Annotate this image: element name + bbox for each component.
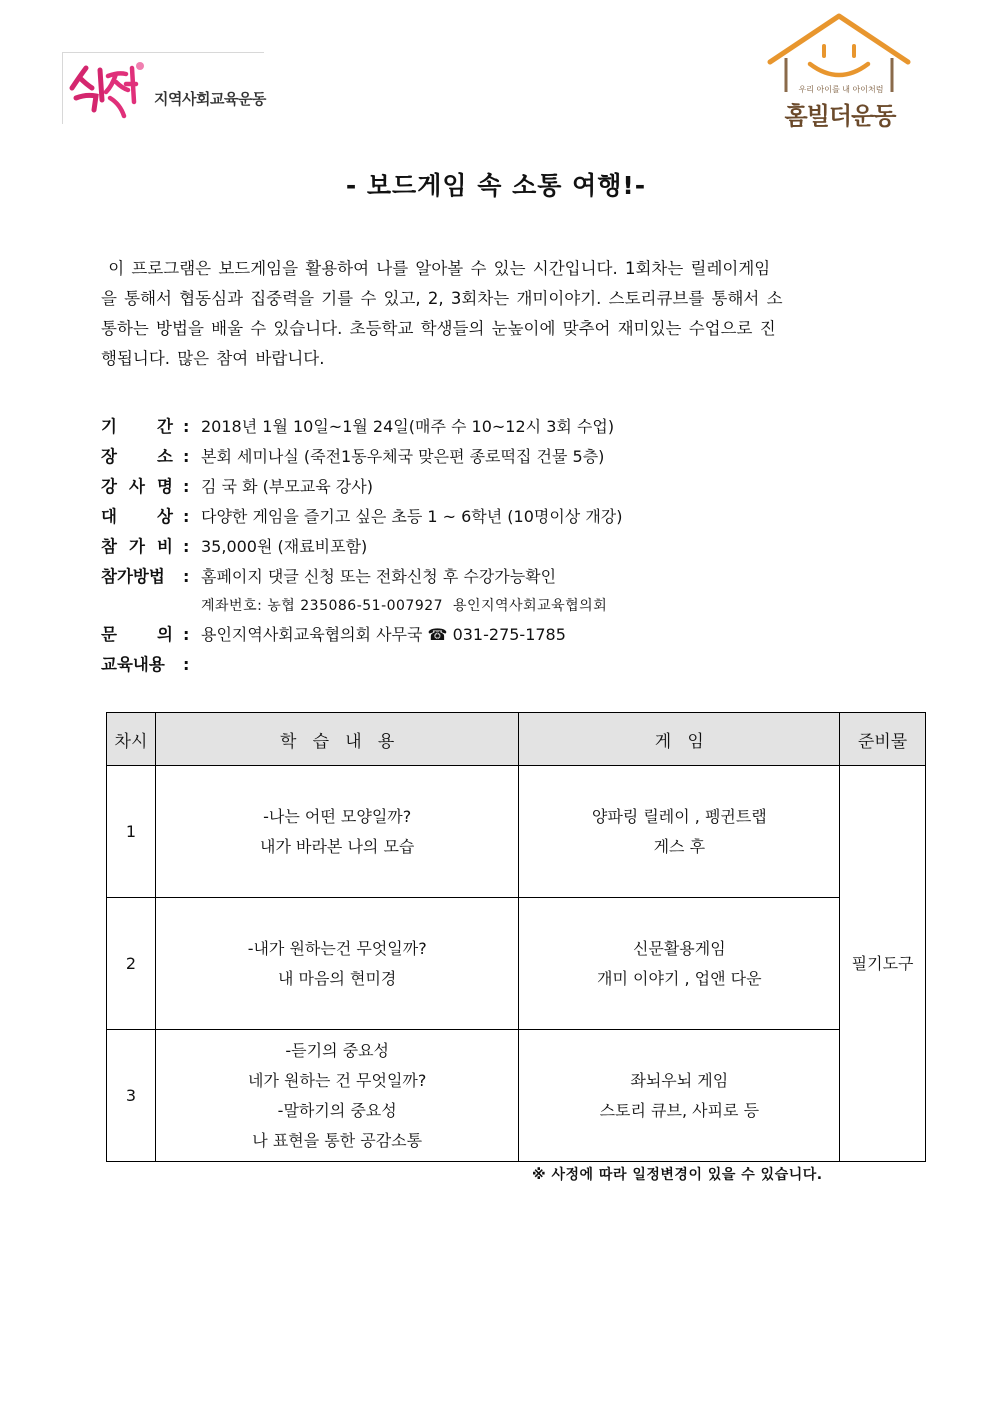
info-value: 다양한 게임을 즐기고 싶은 초등 1 ~ 6학년 (10명이상 개강) xyxy=(201,507,623,526)
intro-line: 을 통해서 협동심과 집중력을 기를 수 있고, 2, 3회차는 개미이야기. 스토리큐브를 통해서 소 xyxy=(101,289,783,308)
content-line: 내 마음의 현미경 xyxy=(278,968,397,988)
info-value: 용인지역사회교육협의회 사무국 ☎ 031-275-1785 xyxy=(201,625,566,644)
game-line: 양파링 릴레이 , 펭귄트랩 xyxy=(591,806,767,826)
program-info xyxy=(101,412,921,680)
intro-line: 통하는 방법을 배울 수 있습니다. 초등학교 학생들의 눈높이에 맞추어 재미있는 수업으로 진 xyxy=(101,319,776,338)
content-line: -말하기의 중요성 xyxy=(277,1100,397,1120)
info-label: 대 상 xyxy=(101,507,173,526)
table-header-row xyxy=(107,713,926,766)
info-instructor xyxy=(101,472,921,502)
info-method xyxy=(101,562,921,592)
info-label: 강 사 명 xyxy=(101,477,173,496)
header-session: 차시 xyxy=(107,713,156,766)
right-logo xyxy=(764,12,914,130)
info-value: 본회 세미나실 (죽전1동우체국 맞은편 종로떡집 건물 5층) xyxy=(201,447,605,466)
info-place xyxy=(101,442,921,472)
session-content xyxy=(155,1030,519,1162)
colon: : xyxy=(183,655,190,674)
info-period xyxy=(101,412,921,442)
materials-cell: 필기도구 xyxy=(840,766,926,1162)
game-line: 개미 이야기 , 업앤 다운 xyxy=(597,968,762,988)
content-line: -듣기의 중요성 xyxy=(285,1040,389,1060)
game-line: 게스 후 xyxy=(653,836,706,856)
info-value: 35,000원 (재료비포함) xyxy=(201,537,368,556)
page-title: - 보드게임 속 소통 여행!- xyxy=(345,171,647,200)
table-row xyxy=(107,898,926,1030)
sil-cheon-calligraphy-logo xyxy=(66,58,156,120)
content-line: 나 표현을 통한 공감소통 xyxy=(252,1130,423,1150)
session-game xyxy=(519,898,840,1030)
intro-line: 행됩니다. 많은 참여 바랍니다. xyxy=(101,349,325,368)
colon: : xyxy=(183,507,190,526)
info-fee xyxy=(101,532,921,562)
session-game xyxy=(519,766,840,898)
content-line: 내가 바라본 나의 모습 xyxy=(260,836,415,856)
table-row xyxy=(107,766,926,898)
house-smile-icon xyxy=(764,12,914,92)
info-value: 2018년 1월 10일~1월 24일(매주 수 10~12시 3회 수업) xyxy=(201,417,615,436)
colon: : xyxy=(183,567,190,586)
info-value: 김 국 화 (부모교육 강사) xyxy=(201,477,373,496)
intro-paragraph xyxy=(101,254,901,374)
session-content xyxy=(155,898,519,1030)
session-number: 1 xyxy=(107,766,156,898)
content-line: -내가 원하는건 무엇일까? xyxy=(247,938,427,958)
info-value: 홈페이지 댓글 신청 또는 전화신청 후 수강가능확인 xyxy=(201,567,557,586)
account-number: 계좌번호: 농협 235086-51-007927 용인지역사회교육협의회 xyxy=(201,598,608,614)
content-line: -나는 어떤 모양일까? xyxy=(263,806,412,826)
header-content: 학 습 내 용 xyxy=(155,713,519,766)
colon: : xyxy=(183,417,190,436)
schedule-table xyxy=(106,712,926,1162)
info-label: 교육내용 xyxy=(101,655,165,674)
colon: : xyxy=(183,447,190,466)
colon: : xyxy=(183,537,190,556)
info-contact xyxy=(101,620,921,650)
info-content xyxy=(101,650,921,680)
header-materials: 준비물 xyxy=(840,713,926,766)
game-line: 좌뇌우뇌 게임 xyxy=(630,1070,729,1090)
info-label: 장 소 xyxy=(101,447,173,466)
header-game: 게 임 xyxy=(519,713,840,766)
session-number: 2 xyxy=(107,898,156,1030)
logo-frame-left xyxy=(62,52,63,124)
left-logo xyxy=(62,52,264,124)
colon: : xyxy=(183,477,190,496)
table-row xyxy=(107,1030,926,1162)
game-line: 신문활용게임 xyxy=(632,938,726,958)
left-logo-subtitle: 지역사회교육운동 xyxy=(154,90,266,108)
session-game xyxy=(519,1030,840,1162)
content-line: 네가 원하는 건 무엇일까? xyxy=(248,1070,427,1090)
info-label: 참 가 비 xyxy=(101,537,173,556)
right-logo-tagline: 우리 아이를 내 아이처럼 xyxy=(798,85,884,94)
info-label: 기 간 xyxy=(101,417,173,436)
intro-line: 이 프로그램은 보드게임을 활용하여 나를 알아볼 수 있는 시간입니다. 1회차는 릴레이게임 xyxy=(101,259,771,278)
info-account xyxy=(101,592,921,620)
game-line: 스토리 큐브, 사피로 등 xyxy=(599,1100,760,1120)
schedule-change-note: ※ 사정에 따라 일정변경이 있을 수 있습니다. xyxy=(532,1167,823,1183)
session-number: 3 xyxy=(107,1030,156,1162)
info-target xyxy=(101,502,921,532)
info-label: 문 의 xyxy=(101,625,173,644)
colon: : xyxy=(183,625,190,644)
info-label: 참가방법 xyxy=(101,567,165,586)
session-content xyxy=(155,766,519,898)
logo-frame-top xyxy=(62,52,264,53)
right-logo-wordmark: 홈빌더운동 xyxy=(784,102,896,130)
